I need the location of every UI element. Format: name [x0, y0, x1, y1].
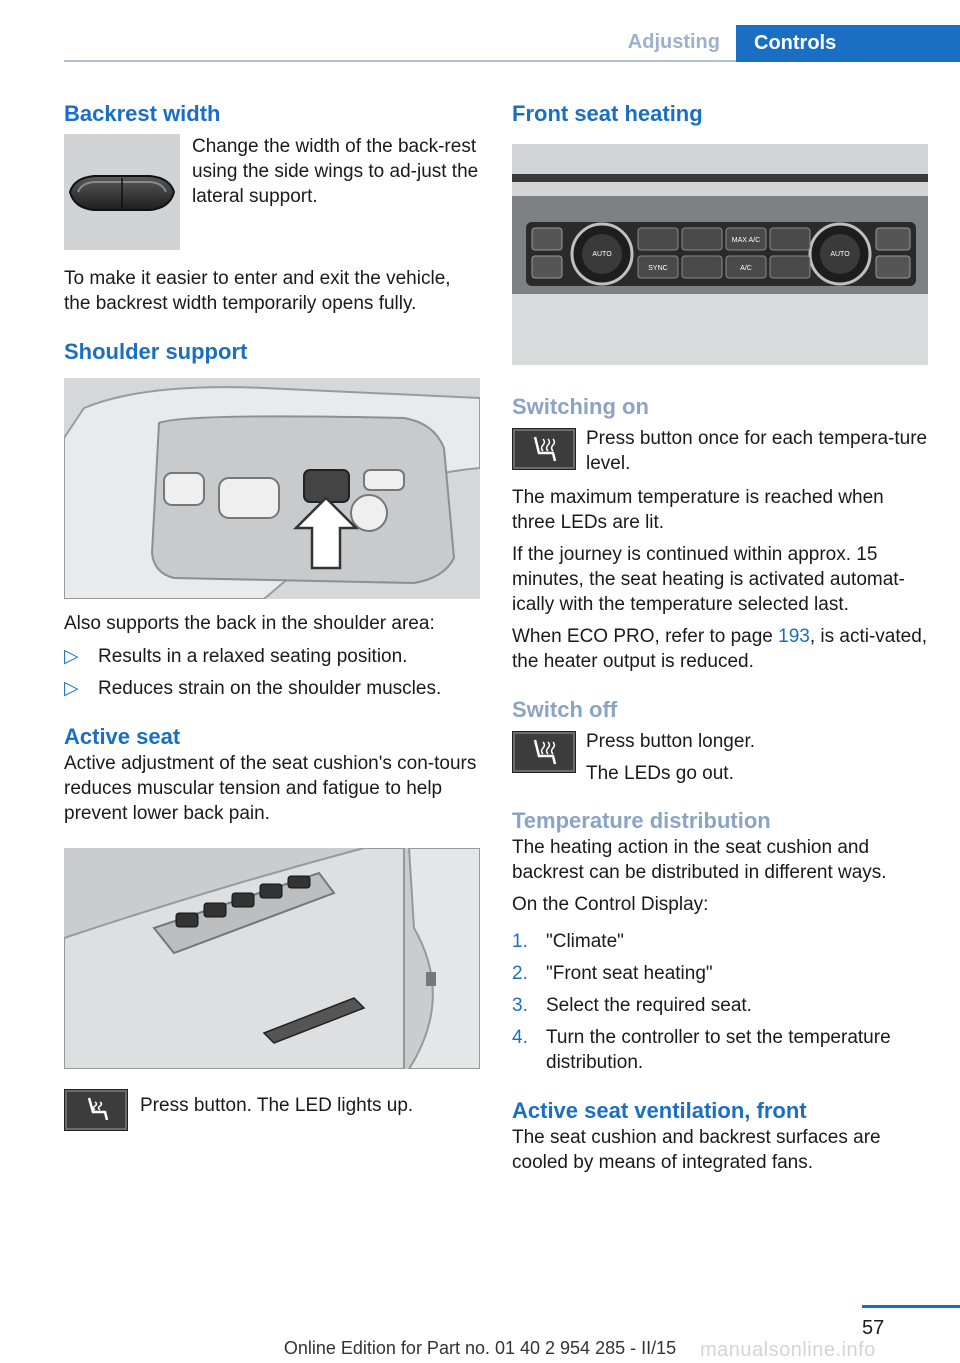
p3-text-before: When ECO PRO, refer to page — [512, 626, 779, 647]
backrest-row — [64, 134, 482, 252]
backrest-side-text: Change the width of the back-rest using the side wings to ad-just the lateral support. — [192, 136, 479, 207]
switch-off-title: Switch off — [512, 697, 618, 722]
switching-on-title: Switching on — [512, 394, 649, 419]
seat-controls-image — [64, 378, 480, 599]
seat-massage-icon — [65, 1090, 127, 1130]
panel-label-max-ac: MAX A/C — [731, 237, 761, 244]
right-column — [512, 100, 930, 1175]
step-number: 2. — [512, 963, 528, 984]
backrest-width-title: Backrest width — [64, 101, 221, 126]
backrest-switch-image — [64, 134, 180, 250]
shoulder-intro: Also supports the back in the shoulder area: — [64, 613, 435, 634]
list-item — [64, 644, 482, 669]
step-number: 1. — [512, 931, 528, 952]
climate-panel-image — [512, 144, 928, 365]
switch-on-p1: The maximum temperature is reached when three LEDs are lit. — [512, 487, 884, 533]
header-tab-label: Controls — [754, 32, 837, 54]
switch-on-p3 — [512, 624, 930, 674]
panel-label-sync: SYNC — [648, 265, 668, 272]
seat-heating-icon — [513, 732, 575, 772]
switch-on-side-text: Press button once for each tempera-ture level. — [586, 428, 928, 474]
bullet-text: Results in a relaxed seating position. — [98, 646, 408, 667]
list-item — [512, 961, 930, 986]
step-text: Turn the controller to set the temperature distribution. — [546, 1027, 891, 1073]
switch-on-row — [512, 426, 930, 478]
active-seat-button-text: Press button. The LED lights up. — [140, 1095, 414, 1116]
seat-controls-illustration — [64, 378, 480, 599]
ventilation-body: The seat cushion and backrest surfaces are cooled by means of integrated fans. — [512, 1127, 881, 1173]
step-text: Select the required seat. — [546, 995, 752, 1016]
p3-text-after: , is acti-vated, the heater output is reduced. — [512, 626, 928, 672]
switch-off-row — [512, 729, 930, 793]
switch-on-p2: If the journey is continued within approx. 15 minutes, the seat heating is activated automat-ically with the temperature selected last. — [512, 544, 905, 615]
list-item — [512, 929, 930, 954]
bullet-text: Reduces strain on the shoulder muscles. — [98, 678, 442, 699]
page-link-193[interactable]: 193 — [778, 626, 810, 647]
bullet-triangle-icon: ▷ — [64, 678, 79, 699]
switch-off-line1: Press button longer. — [586, 731, 755, 752]
active-seat-button-icon — [64, 1089, 128, 1131]
temperature-distribution-title: Temperature distribution — [512, 808, 771, 833]
climate-panel-illustration — [512, 144, 928, 365]
footer-rule — [862, 1305, 960, 1308]
seat-heating-icon — [513, 429, 575, 469]
active-seat-button-row — [64, 1087, 482, 1131]
left-column — [64, 100, 482, 1131]
door-panel-image — [64, 848, 480, 1069]
ventilation-title: Active seat ventilation, front — [512, 1098, 807, 1123]
door-panel-illustration — [64, 848, 480, 1069]
active-seat-title: Active seat — [64, 724, 181, 749]
list-item — [64, 676, 482, 701]
step-text: "Front seat heating" — [546, 963, 713, 984]
backrest-body: To make it easier to enter and exit the vehicle, the backrest width temporarily opens fully. — [64, 268, 451, 314]
active-seat-body: Active adjustment of the seat cushion's con-tours reduces muscular tension and fatigue to help prevent lower back pain. — [64, 753, 477, 824]
panel-label-auto-right: AUTO — [830, 251, 850, 258]
shoulder-bullets — [64, 644, 482, 701]
watermark-site: manualsonline.info — [700, 1339, 876, 1361]
page-number: 57 — [862, 1317, 885, 1339]
bullet-triangle-icon: ▷ — [64, 646, 79, 667]
step-number: 4. — [512, 1027, 528, 1048]
shoulder-support-title: Shoulder support — [64, 339, 248, 364]
step-text: "Climate" — [546, 931, 624, 952]
header-tab-controls — [736, 25, 960, 62]
distribution-steps — [512, 929, 930, 1075]
backrest-switch-icon — [64, 134, 180, 250]
list-item — [512, 1025, 930, 1075]
seat-heating-button-icon — [512, 428, 576, 470]
panel-label-ac: A/C — [740, 265, 752, 272]
footer-edition: Online Edition for Part no. 01 40 2 954 285 - II/15 — [283, 1338, 677, 1358]
front-seat-heating-title: Front seat heating — [512, 101, 703, 126]
distribution-body: The heating action in the seat cushion and backrest can be distributed in different ways. — [512, 837, 887, 883]
step-number: 3. — [512, 995, 528, 1016]
panel-label-auto-left: AUTO — [592, 251, 612, 258]
distribution-display-intro: On the Control Display: — [512, 894, 709, 915]
seat-heating-button-icon-off — [512, 731, 576, 773]
switch-off-line2: The LEDs go out. — [586, 763, 734, 784]
header-section: Adjusting — [627, 31, 720, 53]
list-item — [512, 993, 930, 1018]
